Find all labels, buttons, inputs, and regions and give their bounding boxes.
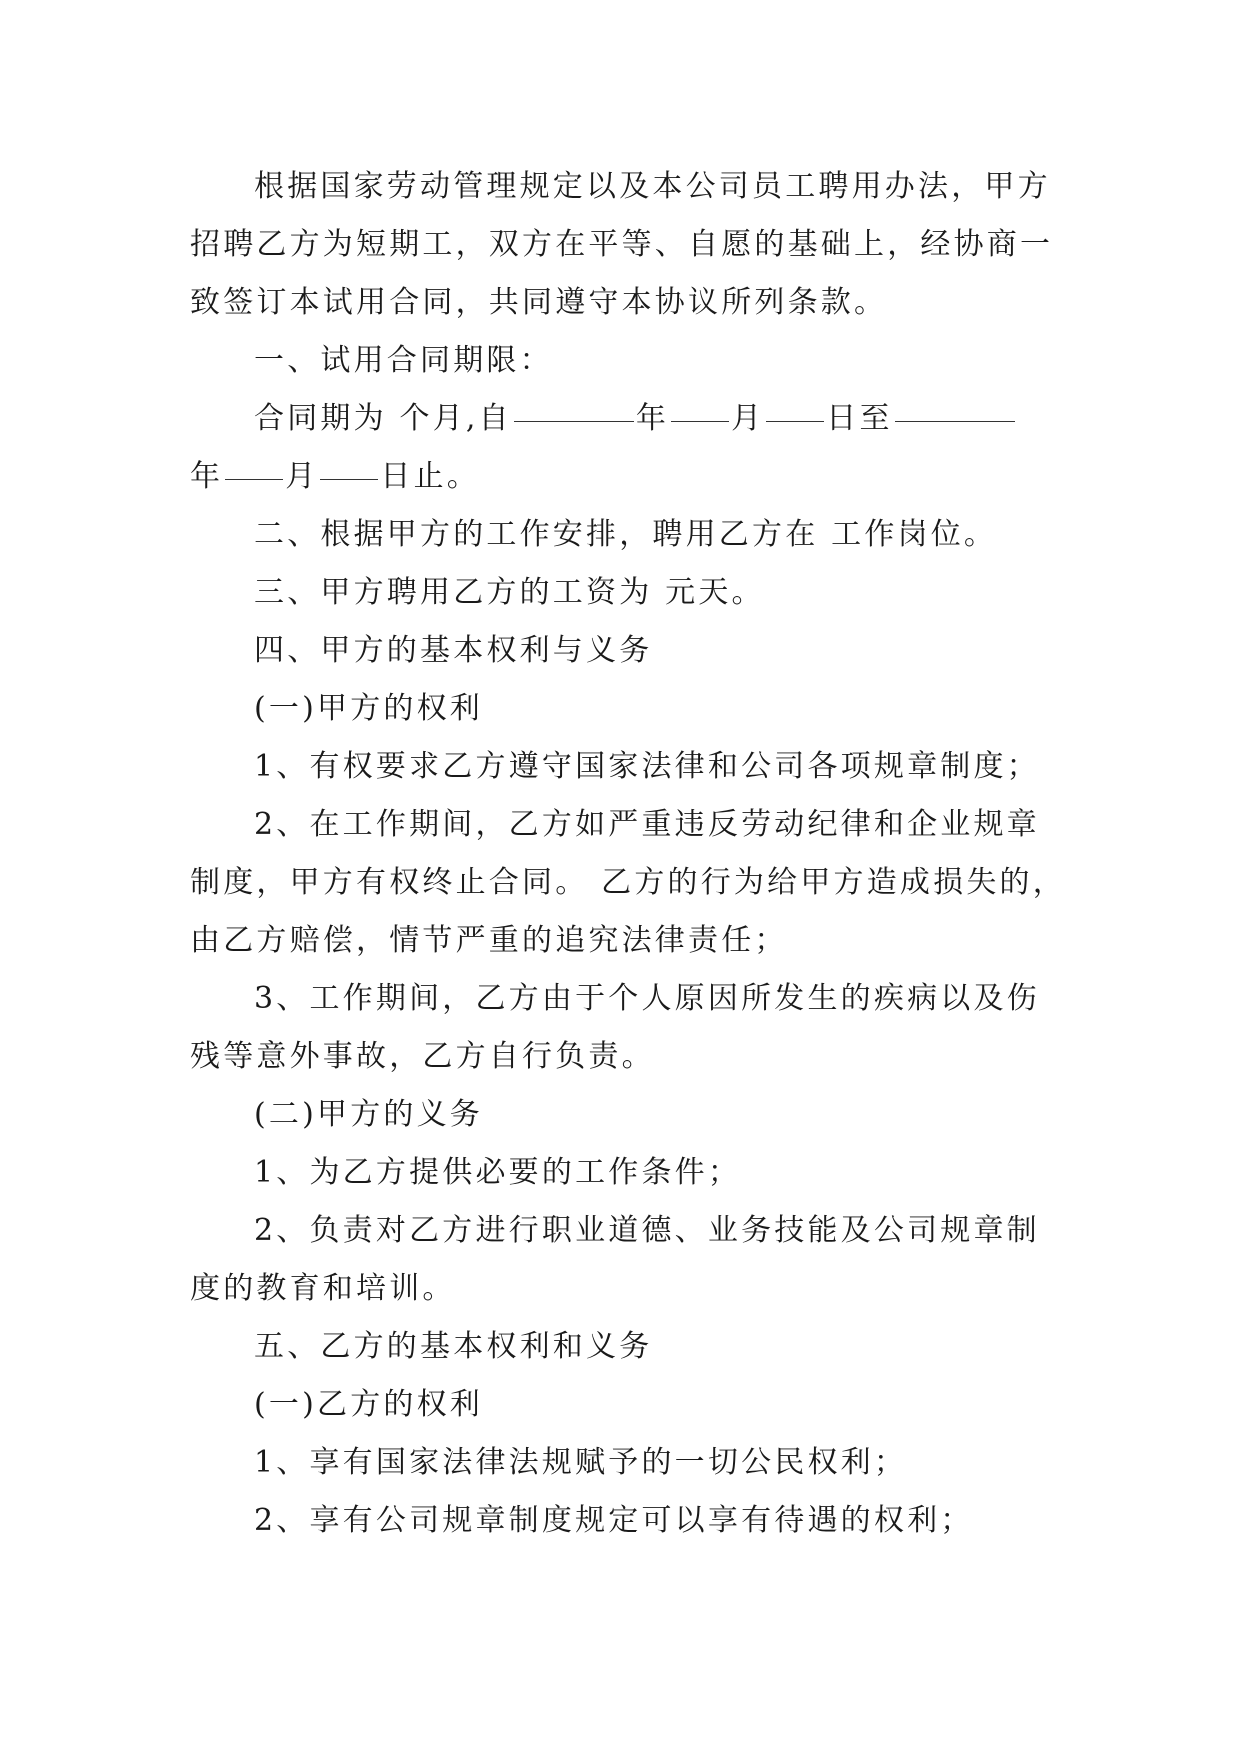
party-a-right-3-line-2: 残等意外事故，乙方自行负责。 [190, 1039, 655, 1074]
section-5-sub-1-title: (一)乙方的权利 [254, 1387, 484, 1422]
section-2-paragraph: 二、根据甲方的工作安排，聘用乙方在 工作岗位。 [254, 517, 998, 552]
party-b-right-2: 2、享有公司规章制度规定可以享有待遇的权利； [254, 1503, 974, 1538]
end-year-blank [895, 420, 1015, 422]
section-1-title: 一、试用合同期限： [254, 343, 553, 378]
party-a-right-2-line-1: 2、在工作期间，乙方如严重违反劳动纪律和企业规章 [254, 807, 1040, 842]
contract-period-line-1 [190, 390, 1050, 448]
section-3-paragraph: 三、甲方聘用乙方的工资为 元天。 [254, 575, 765, 610]
start-day-blank [766, 420, 824, 422]
section-4-sub-1-title: (一)甲方的权利 [254, 691, 484, 726]
section-4-sub-2-title: (二)甲方的义务 [254, 1097, 484, 1132]
party-a-duty-2-line-1: 2、负责对乙方进行职业道德、业务技能及公司规章制 [254, 1213, 1040, 1248]
end-day-label: 日止。 [380, 459, 481, 494]
start-year-blank [514, 420, 634, 422]
party-a-duty-2-line-2: 度的教育和培训。 [190, 1271, 456, 1306]
intro-line-2: 招聘乙方为短期工，双方在平等、自愿的基础上，经协商一 [190, 227, 1054, 262]
party-a-duty-1: 1、为乙方提供必要的工作条件； [254, 1155, 742, 1190]
section-5-title: 五、乙方的基本权利和义务 [254, 1329, 653, 1364]
start-month-label: 月 [731, 401, 765, 436]
end-year-label: 年 [190, 459, 224, 494]
party-a-right-1: 1、有权要求乙方遵守国家法律和公司各项规章制度； [254, 749, 1040, 784]
end-month-blank [225, 478, 283, 480]
start-day-to-label: 日至 [826, 401, 893, 436]
end-day-blank [320, 478, 378, 480]
party-a-right-3-line-1: 3、工作期间，乙方由于个人原因所发生的疾病以及伤 [254, 981, 1040, 1016]
start-year-label: 年 [635, 401, 670, 436]
intro-line-3: 致签订本试用合同，共同遵守本协议所列条款。 [190, 285, 888, 320]
section-4-title: 四、甲方的基本权利与义务 [254, 633, 653, 668]
party-a-right-2-line-3: 由乙方赔偿，情节严重的追究法律责任； [190, 923, 788, 958]
end-month-label: 月 [285, 459, 319, 494]
party-a-right-2-line-2: 制度，甲方有权终止合同。 乙方的行为给甲方造成损失的， [190, 865, 1066, 900]
contract-period-label: 合同期为 个月,自 [254, 401, 512, 436]
contract-period-line-2 [190, 448, 1050, 506]
start-month-blank [671, 420, 729, 422]
intro-line-1: 根据国家劳动管理规定以及本公司员工聘用办法，甲方 [254, 169, 1051, 204]
document-body [190, 158, 1066, 1550]
party-b-right-1: 1、享有国家法律法规赋予的一切公民权利； [254, 1445, 908, 1480]
